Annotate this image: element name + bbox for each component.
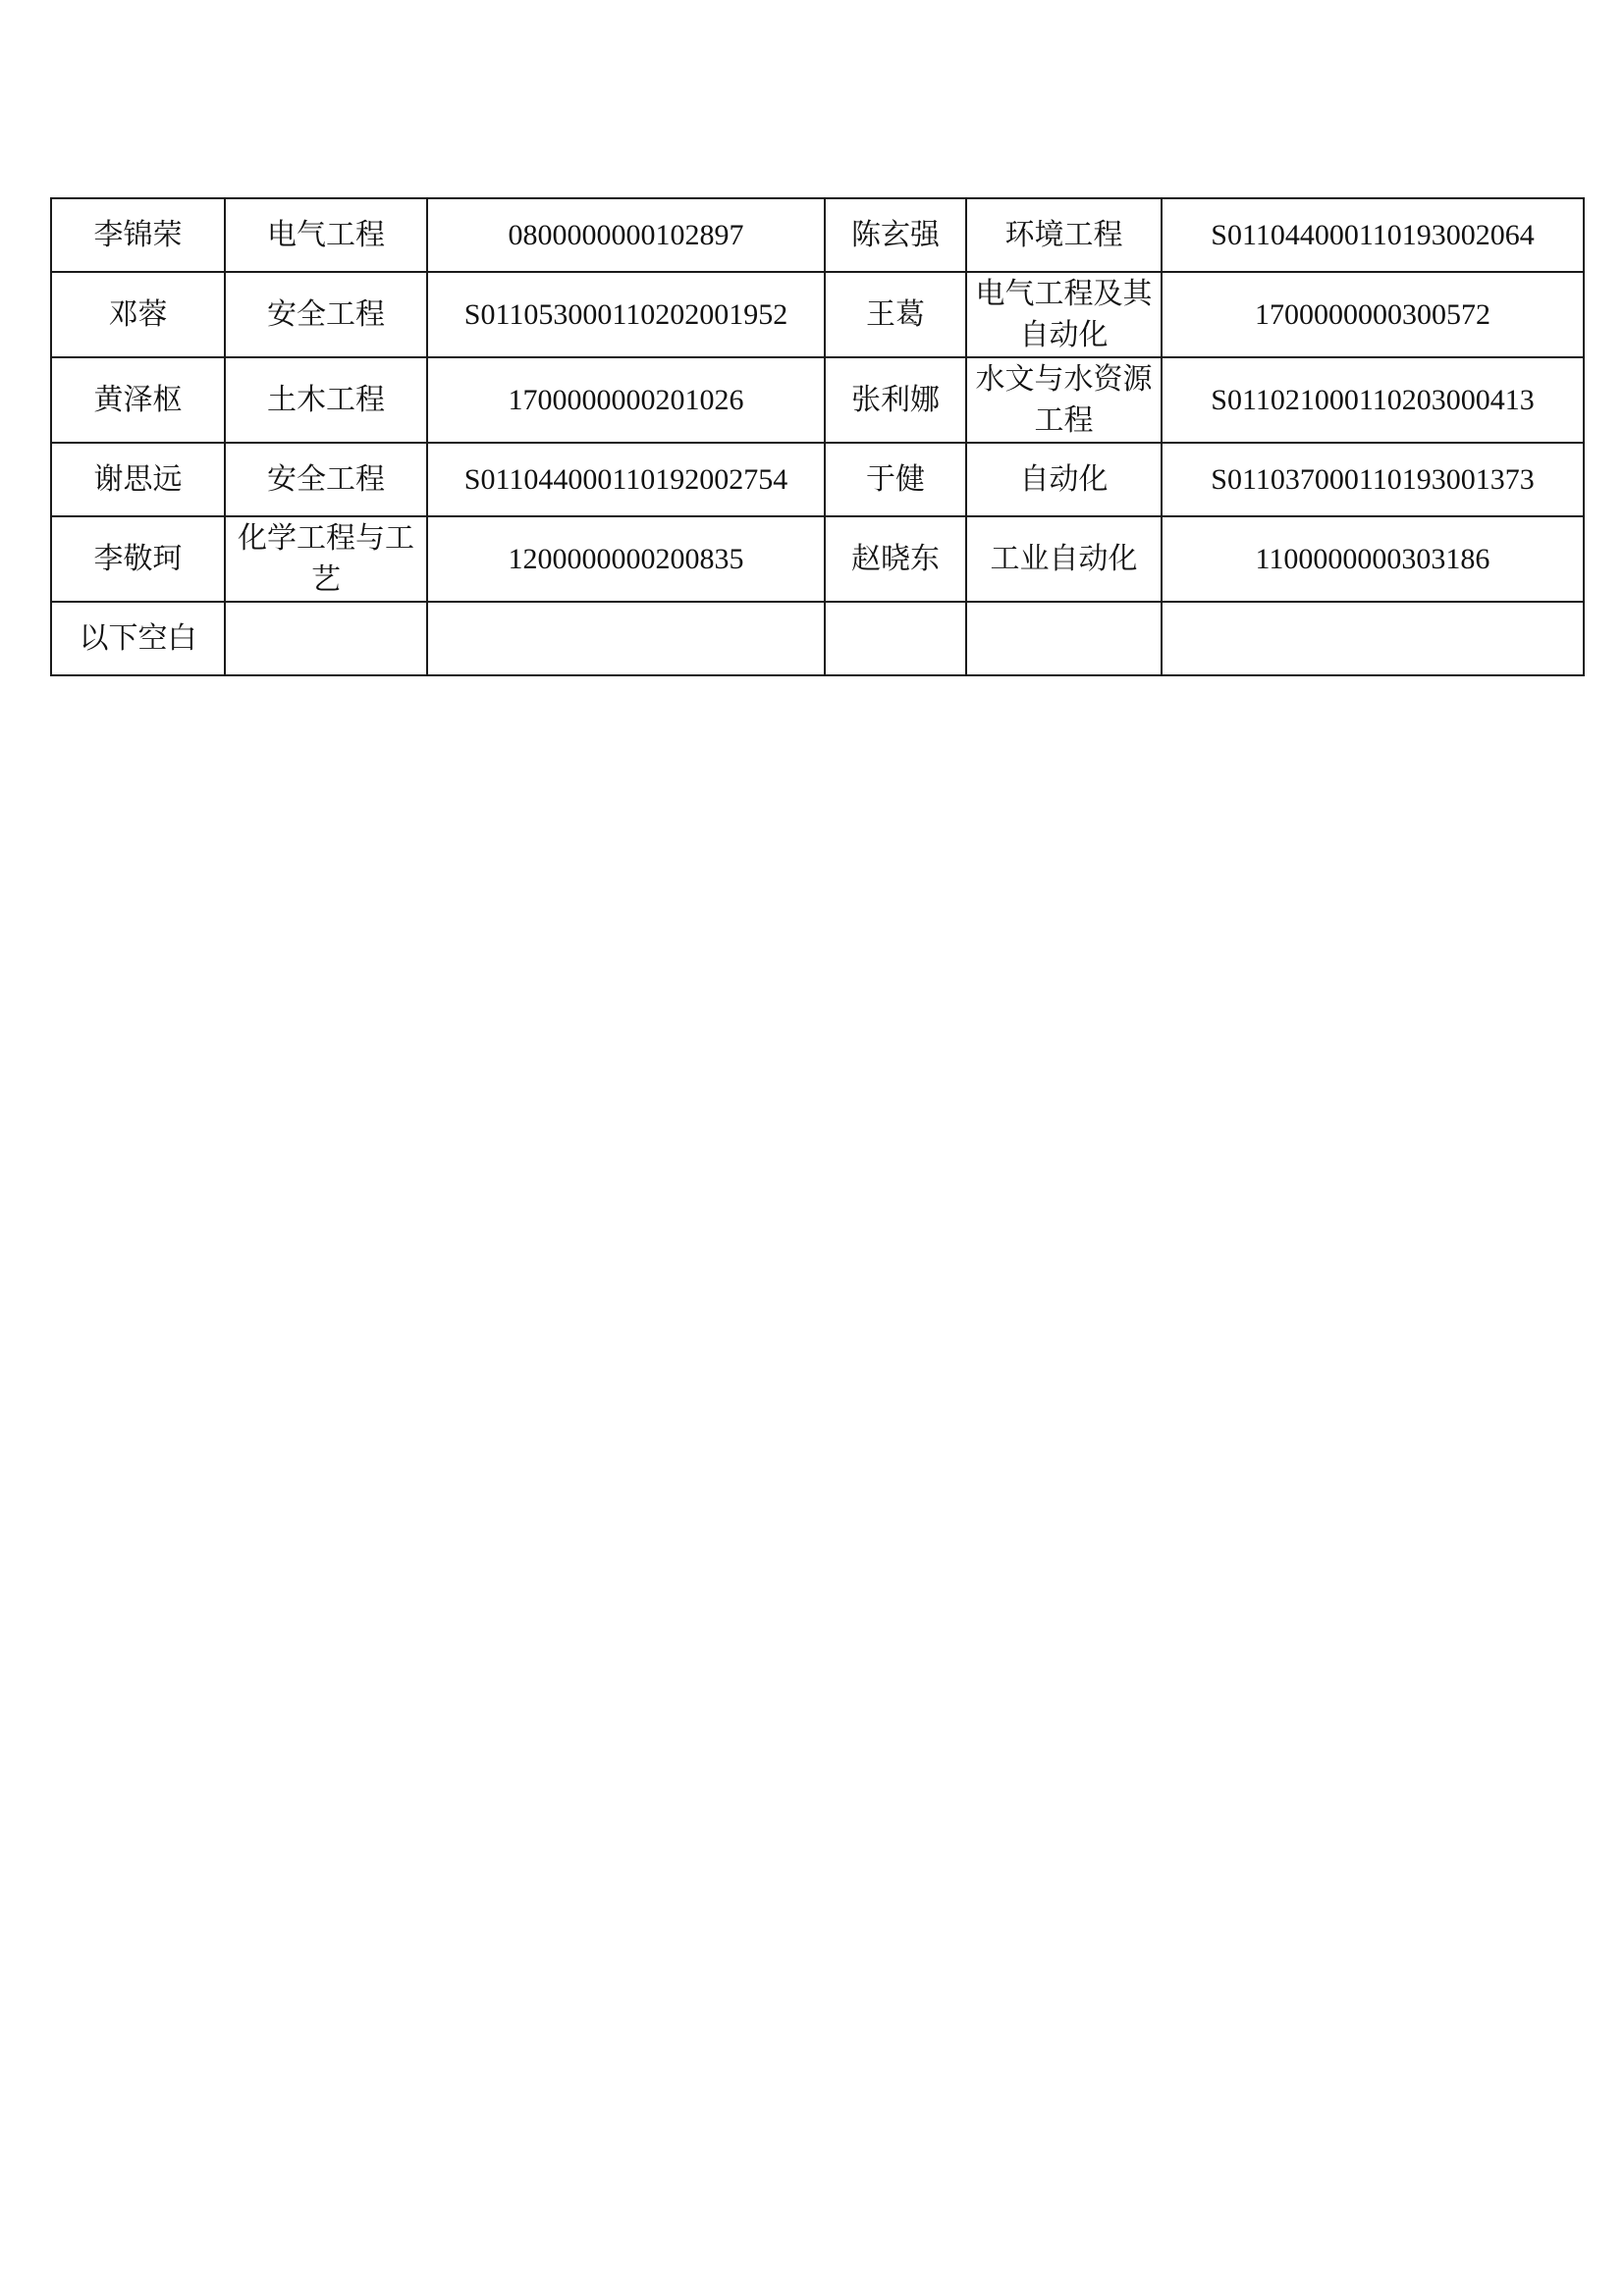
table-cell-student-id: S011053000110202001952: [427, 272, 825, 357]
table-cell-major: 环境工程: [966, 198, 1162, 272]
table-row: [51, 516, 1584, 602]
table-cell-student-id: 1200000000200835: [427, 516, 825, 602]
table-cell-student-id: [427, 602, 825, 675]
table-cell-name: 李锦荣: [51, 198, 225, 272]
table-cell-name: 李敬珂: [51, 516, 225, 602]
table-cell-name: 以下空白: [51, 602, 225, 675]
roster-table: [50, 197, 1585, 676]
table-row: [51, 357, 1584, 443]
table-cell-student-id: 1700000000300572: [1162, 272, 1584, 357]
table-cell-major: 安全工程: [225, 272, 427, 357]
table-cell-name: 谢思远: [51, 443, 225, 516]
table-cell-student-id: S011044000110192002754: [427, 443, 825, 516]
table-cell-name: 黄泽枢: [51, 357, 225, 443]
table-cell-name: 王葛: [825, 272, 966, 357]
table-cell-name: 赵晓东: [825, 516, 966, 602]
table-cell-student-id: 0800000000102897: [427, 198, 825, 272]
table-cell-student-id: S011021000110203000413: [1162, 357, 1584, 443]
table-cell-name: 张利娜: [825, 357, 966, 443]
table-cell-name: [825, 602, 966, 675]
roster-table-body: [51, 198, 1584, 675]
table-cell-major: 电气工程及其自动化: [966, 272, 1162, 357]
table-cell-major: 工业自动化: [966, 516, 1162, 602]
table-cell-student-id: S011044000110193002064: [1162, 198, 1584, 272]
table-cell-major: [225, 602, 427, 675]
table-cell-major: 电气工程: [225, 198, 427, 272]
table-cell-name: 邓蓉: [51, 272, 225, 357]
table-row: [51, 198, 1584, 272]
table-row: [51, 272, 1584, 357]
table-cell-student-id: 1700000000201026: [427, 357, 825, 443]
table-cell-major: [966, 602, 1162, 675]
table-cell-student-id: [1162, 602, 1584, 675]
table-row: [51, 443, 1584, 516]
table-cell-major: 自动化: [966, 443, 1162, 516]
table-cell-name: 于健: [825, 443, 966, 516]
table-cell-major: 土木工程: [225, 357, 427, 443]
table-row: [51, 602, 1584, 675]
table-cell-student-id: 1100000000303186: [1162, 516, 1584, 602]
table-cell-major: 化学工程与工艺: [225, 516, 427, 602]
table-cell-major: 水文与水资源工程: [966, 357, 1162, 443]
table-cell-student-id: S011037000110193001373: [1162, 443, 1584, 516]
table-cell-major: 安全工程: [225, 443, 427, 516]
table-cell-name: 陈玄强: [825, 198, 966, 272]
